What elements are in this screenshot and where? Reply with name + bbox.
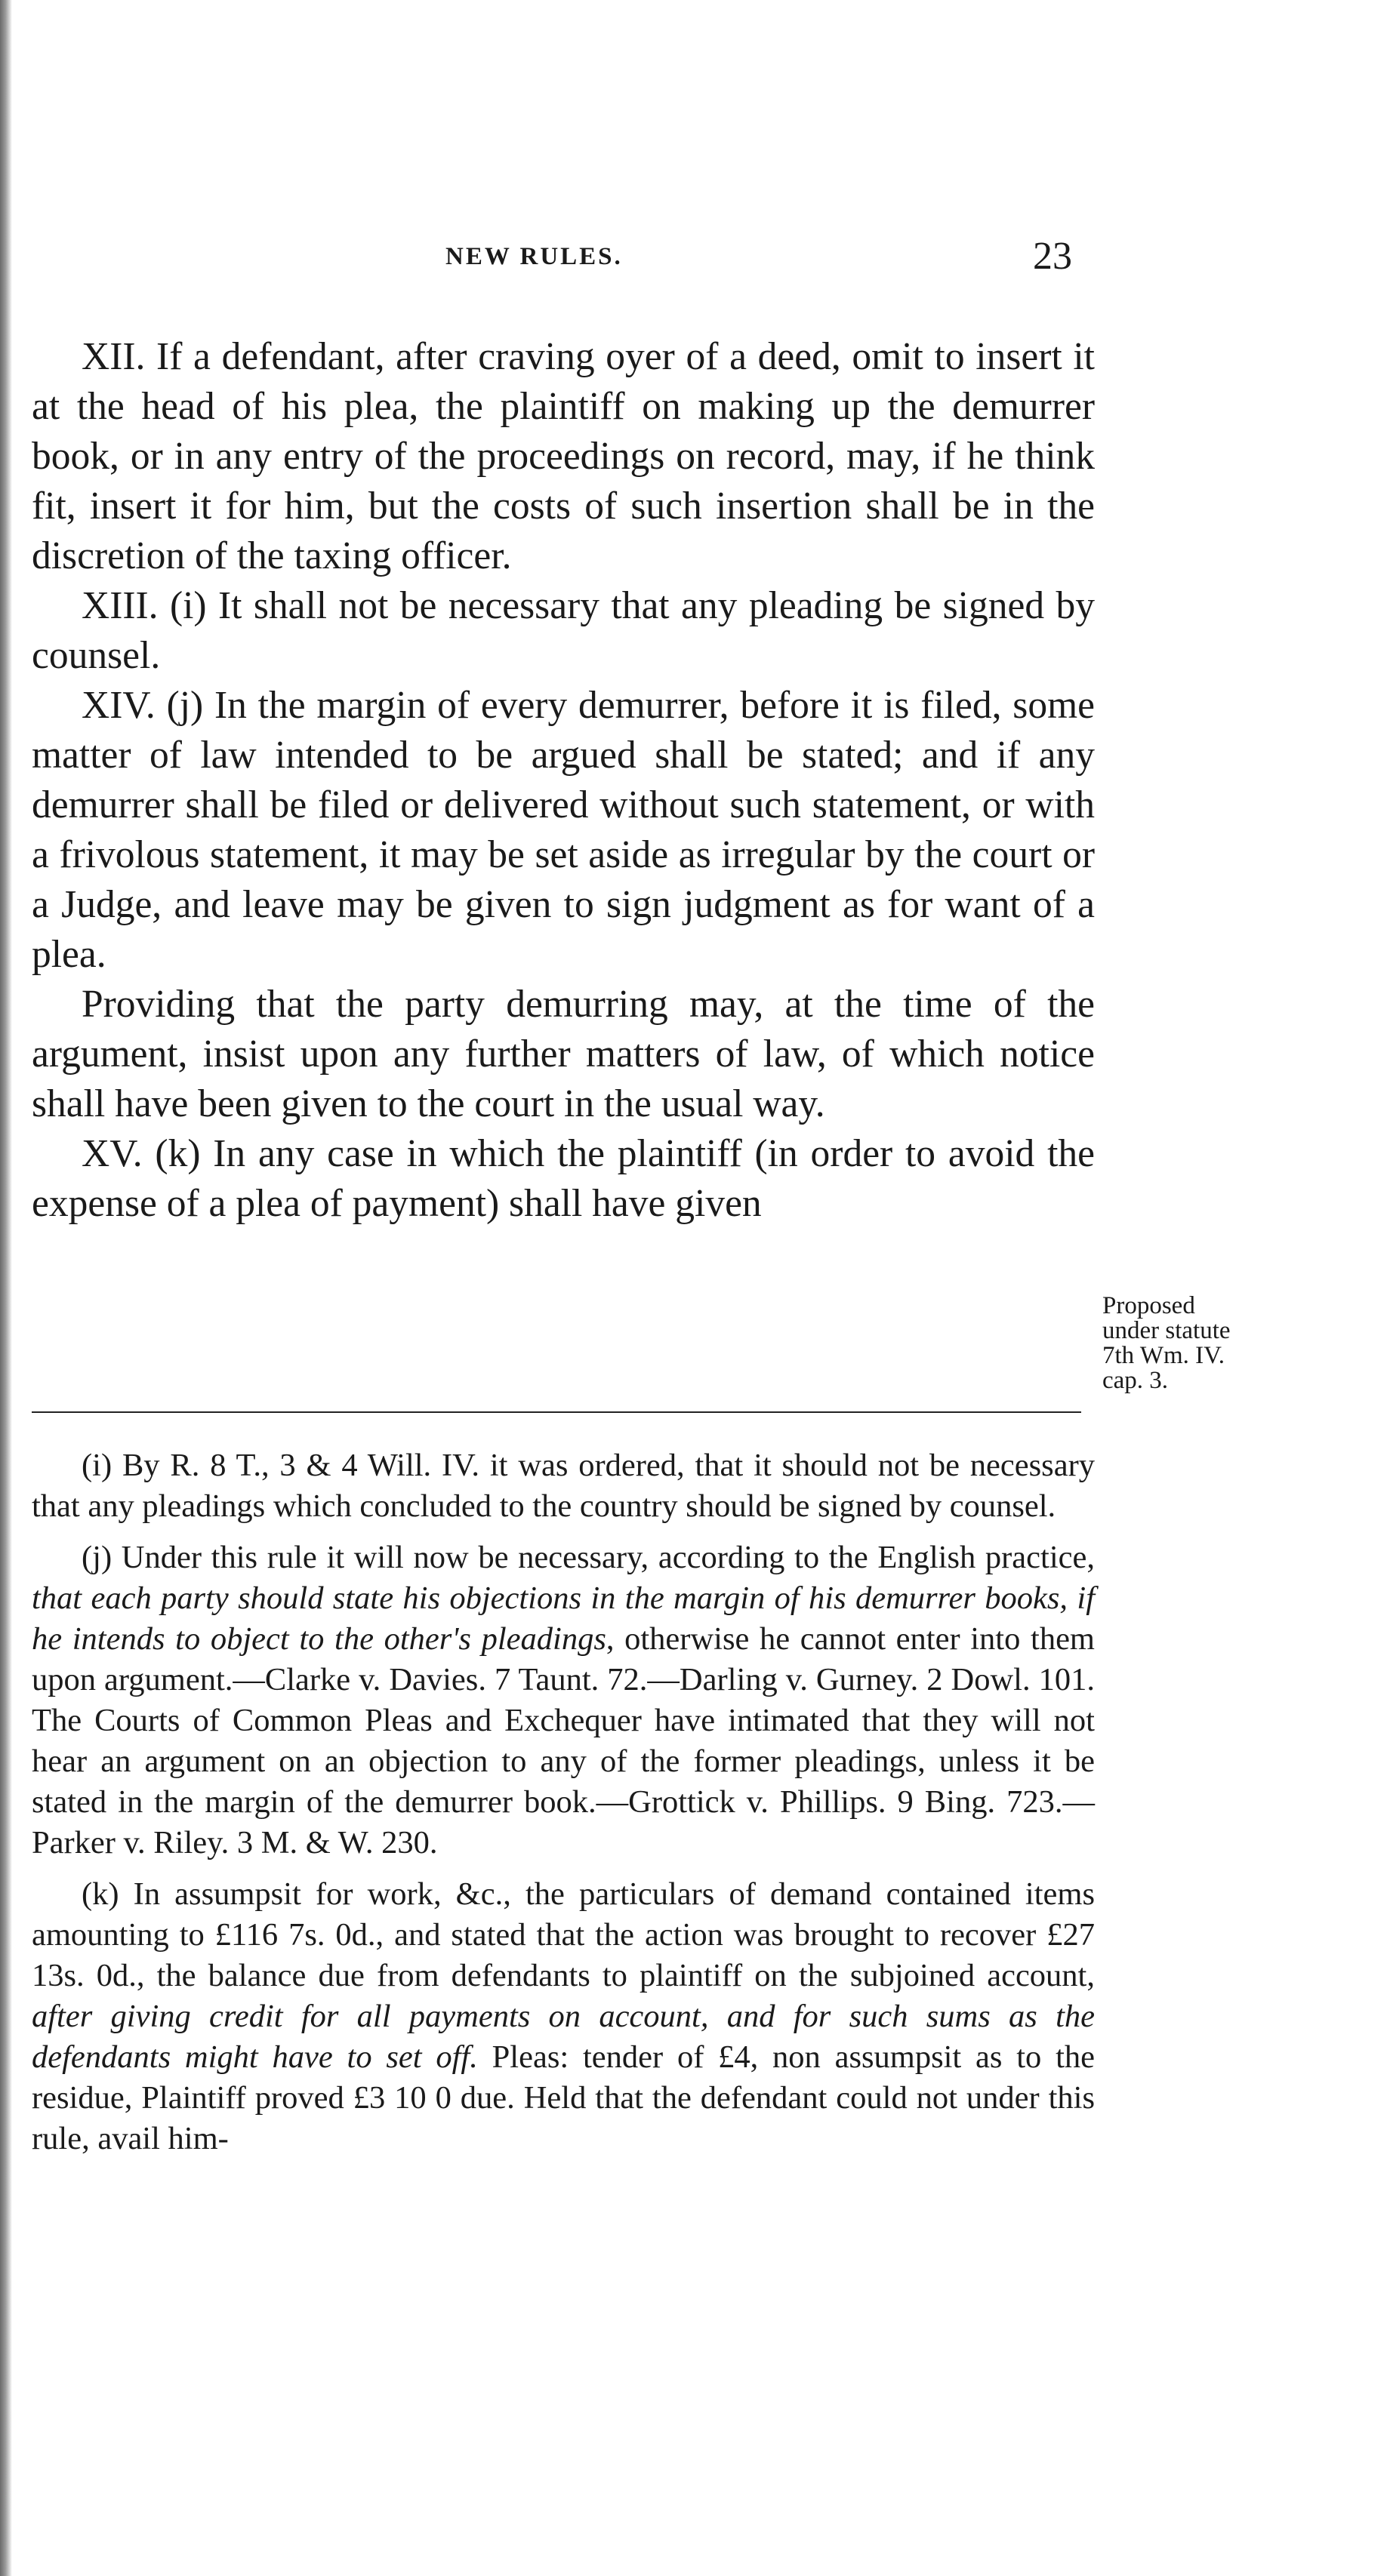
- footnote-k: [32, 1874, 1095, 2159]
- margin-note-line: 7th Wm. IV.: [1102, 1342, 1225, 1369]
- main-text: [32, 332, 1095, 1229]
- page-number: 23: [1033, 235, 1072, 278]
- margin-note-line: cap. 3.: [1102, 1367, 1169, 1394]
- margin-note-line: under statute: [1102, 1317, 1231, 1344]
- footnote-j-text-end: , otherwise he cannot enter into them upon argument.—Clarke v. Davies. 7 Taunt. 72.—Darling v. Gurney. 2 Dowl. 101. The Courts of Common Pleas and Exchequer have intimated that they will not hear an argument on an objection to any of the former pleadings, unless it be stated in the margin of the demurrer book.—Grottick v. Phillips. 9 Bing. 723.—Parker v. Riley. 3 M. & W. 230.: [32, 1621, 1095, 1860]
- footnote-divider: [32, 1411, 1081, 1413]
- rule-xiii: XIII. (i) It shall not be necessary that any pleading be signed by counsel.: [32, 584, 1095, 677]
- margin-note-line: Proposed: [1102, 1292, 1195, 1319]
- rule-xv: XV. (k) In any case in which the plaintiff (in order to avoid the expense of a plea of payment) shall have given: [32, 1132, 1095, 1225]
- footnotes: [32, 1445, 1095, 2170]
- footnote-k-text-end: Pleas: tender of £4, non assumpsit as to the residue, Plaintiff proved £3 10 0 due. Held that the defendant could not under this rule, avail him-: [32, 2039, 1095, 2156]
- page-binding-edge: [0, 0, 12, 2576]
- rule-xiv-proviso: Providing that the party demurring may, at the time of the argument, insist upon any further matters of law, of which notice shall have been given to the court in the usual way.: [32, 983, 1095, 1125]
- footnote-i: (i) By R. 8 T., 3 & 4 Will. IV. it was ordered, that it should not be necessary that any pleadings which concluded to the country should be signed by counsel.: [32, 1448, 1095, 1524]
- footnote-j-italic: that each party should state his objections in the margin of his demurrer books, if he intends to object to the other's pleadings: [32, 1580, 1095, 1657]
- running-head: NEW RULES.: [445, 243, 623, 270]
- margin-note: [1102, 1294, 1359, 1393]
- rule-xiv: XIV. (j) In the margin of every demurrer, before it is filed, some matter of law intended to be argued shall be stated; and if any demurrer shall be filed or delivered without such statement, or with a frivolous statement, it may be set aside as irregular by the court or a Judge, and leave may be given to sign judgment as for want of a plea.: [32, 684, 1095, 976]
- footnote-k-text: (k) In assumpsit for work, &c., the particulars of demand contained items amounting to £116 7s. 0d., and stated that the action was brought to recover £27 13s. 0d., the balance due from defendants to plaintiff on the subjoined account,: [32, 1876, 1095, 1993]
- footnote-j-text: (j) Under this rule it will now be necessary, according to the English practice,: [82, 1540, 1095, 1575]
- footnote-j: [32, 1537, 1095, 1864]
- footnote-k-italic: after giving credit for all payments on account, and for such sums as the defendants might have to set off.: [32, 1999, 1095, 2075]
- rule-xii: XII. If a defendant, after craving oyer of a deed, omit to insert it at the head of his plea, the plaintiff on making up the demurrer book, or in any entry of the proceedings on record, may, if he think fit, insert it for him, but the costs of such insertion shall be in the discretion of the taxing officer.: [32, 335, 1095, 577]
